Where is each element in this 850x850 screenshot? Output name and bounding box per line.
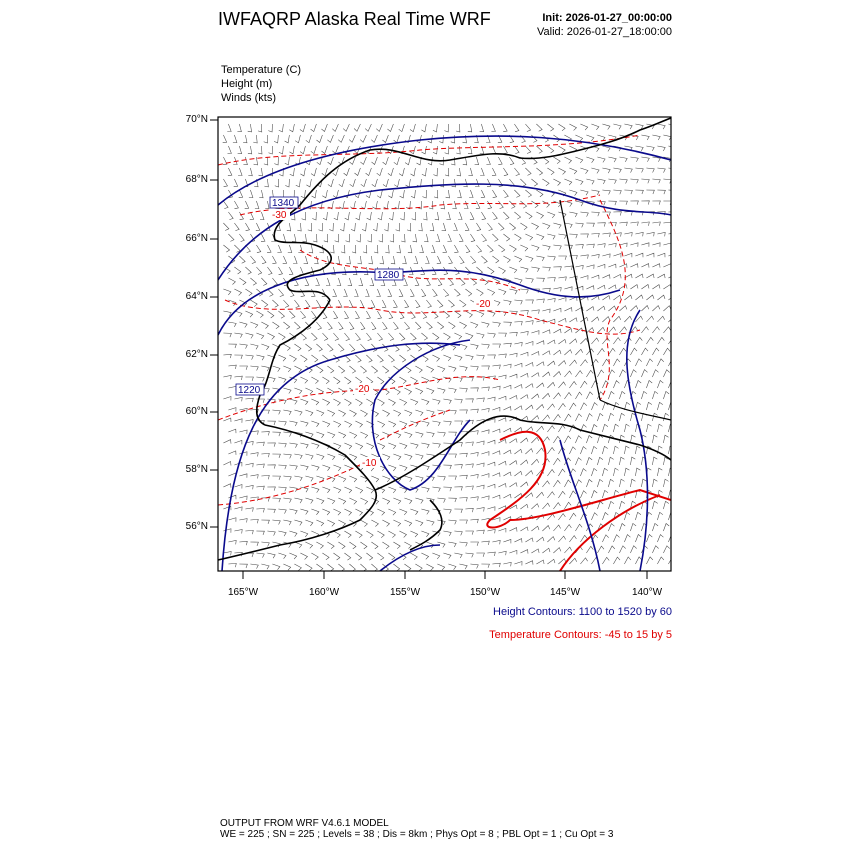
height-label-1220: 1220: [238, 385, 261, 396]
temp-label-minus30: -30: [272, 210, 287, 221]
variable-temperature: Temperature (C): [221, 64, 302, 76]
temp-label-minus20-a: -20: [476, 299, 491, 310]
lat-label: 60°N: [185, 406, 208, 417]
lat-label: 70°N: [185, 114, 208, 125]
temp-label-minus10: -10: [362, 458, 377, 469]
lon-label: 150°W: [469, 587, 501, 598]
height-label-1340: 1340: [272, 198, 295, 209]
lon-label: 160°W: [308, 587, 340, 598]
init-time: Init: 2026-01-27_00:00:00: [542, 12, 672, 24]
temperature-contours-note: Temperature Contours: -45 to 15 by 5: [489, 629, 672, 641]
lat-label: 68°N: [185, 174, 208, 185]
lon-label: 140°W: [631, 587, 663, 598]
lon-label: 145°W: [549, 587, 581, 598]
lon-label: 155°W: [389, 587, 421, 598]
map-title: IWFAQRP Alaska Real Time WRF: [218, 9, 491, 29]
lat-label: 56°N: [185, 521, 208, 532]
variable-winds: Winds (kts): [221, 92, 276, 104]
lon-label: 165°W: [227, 587, 259, 598]
variable-height: Height (m): [221, 78, 273, 90]
lat-label: 66°N: [185, 233, 208, 244]
height-label-1280: 1280: [377, 270, 400, 281]
model-settings: WE = 225 ; SN = 225 ; Levels = 38 ; Dis = 8km ; Phys Opt = 8 ; PBL Opt = 1 ; Cu Opt = 3: [220, 829, 614, 840]
height-contours-note: Height Contours: 1100 to 1520 by 60: [493, 606, 672, 618]
lat-label: 62°N: [185, 349, 208, 360]
lat-label: 64°N: [185, 291, 208, 302]
temp-label-minus20-b: -20: [355, 384, 370, 395]
model-info: OUTPUT FROM WRF V4.6.1 MODEL: [220, 818, 389, 829]
valid-time: Valid: 2026-01-27_18:00:00: [537, 26, 672, 38]
lat-label: 58°N: [185, 464, 208, 475]
